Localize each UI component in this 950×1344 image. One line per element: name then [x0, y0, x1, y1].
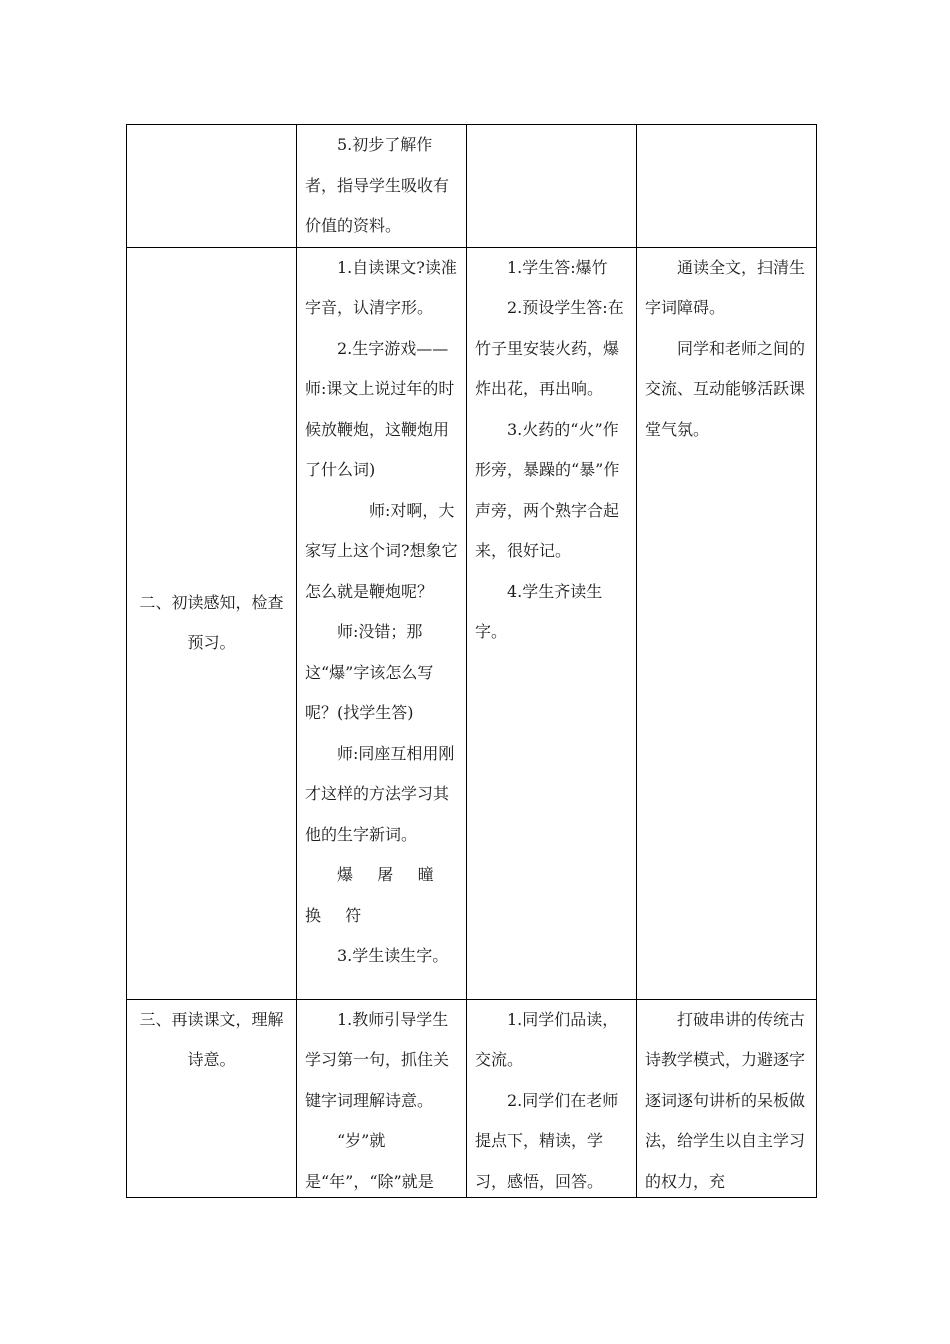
paragraph: 师:对啊，大家写上这个词?想象它怎么就是鞭炮呢？: [305, 500, 458, 601]
paragraph: 2.生字游戏——师:课文上说过年的时候放鞭炮，这鞭炮用了什么词): [305, 338, 455, 479]
paragraph: 通读全文，扫清生字词障碍。: [645, 257, 806, 317]
table-row: [127, 247, 817, 999]
paragraph: 1.自读课文?读准字音，认清字形。: [305, 257, 457, 317]
paragraph: 师:没错；那这“爆”字该怎么写呢？(找学生答): [305, 622, 434, 722]
paragraph: 打破串讲的传统古诗教学模式，力避逐字逐词逐句讲析的呆板做法，给学生以自主学习的权力，充: [645, 1009, 806, 1191]
student-activity-cell: [467, 247, 637, 999]
paragraph: 1.学生答:爆竹: [507, 257, 608, 277]
design-intent-cell: [637, 999, 817, 1197]
lesson-plan-table: [126, 124, 817, 1198]
teacher-activity-cell: [297, 999, 467, 1197]
paragraph: 5.初步了解作者，指导学生吸收有价值的资料。: [305, 135, 450, 235]
paragraph: 2.预设学生答:在竹子里安装火药，爆炸出花，再出响。: [475, 298, 624, 398]
paragraph: 3.学生读生字。: [337, 946, 449, 965]
stage-title: 三、再读课文，理解诗意。: [139, 1009, 284, 1069]
teacher-activity-cell: [297, 247, 467, 999]
paragraph: 3.火药的“火”作形旁，暴躁的“暴”作声旁，两个熟字合起来，很好记。: [475, 419, 620, 560]
student-activity-cell: [467, 125, 637, 248]
teacher-activity-cell: [297, 125, 467, 248]
design-intent-cell: [637, 125, 817, 248]
student-activity-cell: [467, 999, 637, 1197]
paragraph: 1.教师引导学生学习第一句，抓住关键字词理解诗意。: [305, 1009, 450, 1110]
stage-cell: [127, 999, 297, 1197]
paragraph: 师:同座互相用刚才这样的方法学习其他的生字新词。: [305, 743, 455, 844]
stage-title: 二、初读感知，检查预习。: [139, 592, 284, 652]
new-characters-line: 爆 屠 曈 换 符: [305, 865, 444, 925]
paragraph: 4.学生齐读生字。: [475, 581, 603, 641]
paragraph: 2.同学们在老师提点下，精读，学习，感悟，回答。: [475, 1090, 619, 1191]
paragraph: 1.同学们品读，交流。: [475, 1009, 619, 1069]
paragraph: 同学和老师之间的交流、互动能够活跃课堂气氛。: [645, 338, 806, 439]
table-row: [127, 999, 817, 1197]
stage-cell: [127, 125, 297, 248]
design-intent-cell: [637, 247, 817, 999]
table-row: [127, 125, 817, 248]
paragraph: “岁”就是“年”，“除”就是: [305, 1131, 434, 1191]
stage-cell: [127, 247, 297, 999]
